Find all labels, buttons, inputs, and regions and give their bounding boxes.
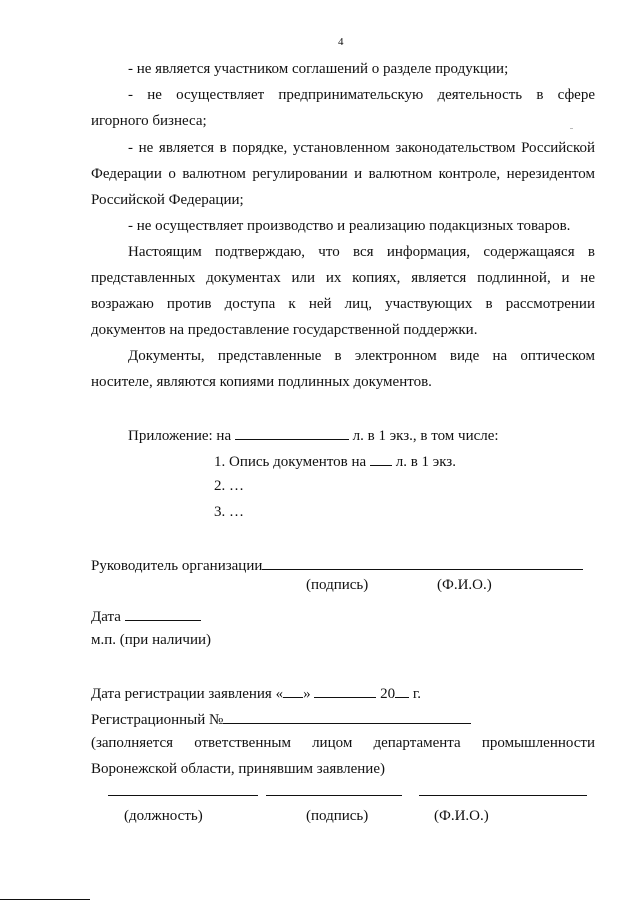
name-caption: (Ф.И.О.) [437, 577, 492, 593]
registration-month-blank[interactable] [314, 683, 376, 698]
stamp-label: м.п. (при наличии) [91, 632, 211, 648]
registration-date-mid: » [303, 686, 311, 702]
registration-year-suffix: г. [412, 686, 422, 702]
confirm-paragraph-line: Настоящим подтверждаю, что вся информация, содержащаяся в [128, 244, 595, 260]
condition-line: Федерации о валютном регулировании и валютном контроле, нерезидентом [91, 166, 595, 182]
scan-speck [570, 128, 573, 129]
registration-year-blank[interactable] [395, 683, 409, 698]
position-caption: (должность) [124, 808, 203, 824]
head-signature-blank[interactable] [262, 555, 583, 570]
date-blank[interactable] [125, 606, 201, 621]
appendix-item-1-suffix: л. в 1 экз. [395, 454, 456, 470]
appendix-line [128, 425, 499, 445]
registration-date-line [91, 683, 421, 703]
condition-line: - не осуществляет производство и реализацию подакцизных товаров. [128, 218, 571, 234]
date-label: Дата [91, 609, 121, 625]
inventory-pages-blank[interactable] [370, 451, 392, 466]
page-number: 4 [338, 36, 344, 48]
condition-line: игорного бизнеса; [91, 113, 207, 129]
registration-day-blank[interactable] [283, 683, 303, 698]
registration-note-line: Воронежской области, принявшим заявление) [91, 761, 385, 777]
appendix-item-2: 2. … [214, 478, 244, 494]
condition-line: - не является участником соглашений о разделе продукции; [128, 61, 509, 77]
confirm-paragraph-line: представленных документах или их копиях, является подлинной, и не [91, 270, 595, 286]
appendix-item-3: 3. … [214, 504, 244, 520]
registration-number-label: Регистрационный № [91, 712, 224, 728]
appendix-suffix: л. в 1 экз., в том числе: [352, 428, 499, 444]
appendix-item-1-prefix: 1. Опись документов на [214, 454, 367, 470]
registration-number-line [91, 709, 471, 729]
appendix-item-1 [214, 451, 456, 471]
registration-date-prefix: Дата регистрации заявления « [91, 686, 284, 702]
official-name-caption: (Ф.И.О.) [434, 808, 489, 824]
official-signature-blank[interactable] [266, 795, 402, 796]
registration-note-line: (заполняется ответственным лицом департамента промышленности [91, 735, 595, 751]
appendix-pages-blank[interactable] [235, 425, 349, 440]
sign-caption: (подпись) [306, 577, 369, 593]
footnote-separator [0, 899, 90, 900]
docs-paragraph-line: Документы, представленные в электронном виде на оптическом [128, 348, 595, 364]
head-label: Руководитель организации [91, 558, 263, 574]
registration-year-prefix: 20 [380, 686, 396, 702]
date-line [91, 606, 201, 626]
docs-paragraph-line: носителе, являются копиями подлинных документов. [91, 374, 432, 390]
head-signature-line [91, 555, 583, 575]
condition-line: Российской Федерации; [91, 192, 244, 208]
confirm-paragraph-line: документов на предоставление государственной поддержки. [91, 322, 478, 338]
condition-line: - не осуществляет предпринимательскую деятельность в сфере [128, 87, 595, 103]
registration-number-blank[interactable] [223, 709, 471, 724]
official-name-blank[interactable] [419, 795, 587, 796]
appendix-prefix: Приложение: на [128, 428, 232, 444]
position-blank[interactable] [108, 795, 258, 796]
official-sign-caption: (подпись) [306, 808, 369, 824]
confirm-paragraph-line: возражаю против доступа к ней лиц, участвующих в рассмотрении [91, 296, 595, 312]
condition-line: - не является в порядке, установленном законодательством Российской [128, 140, 595, 156]
